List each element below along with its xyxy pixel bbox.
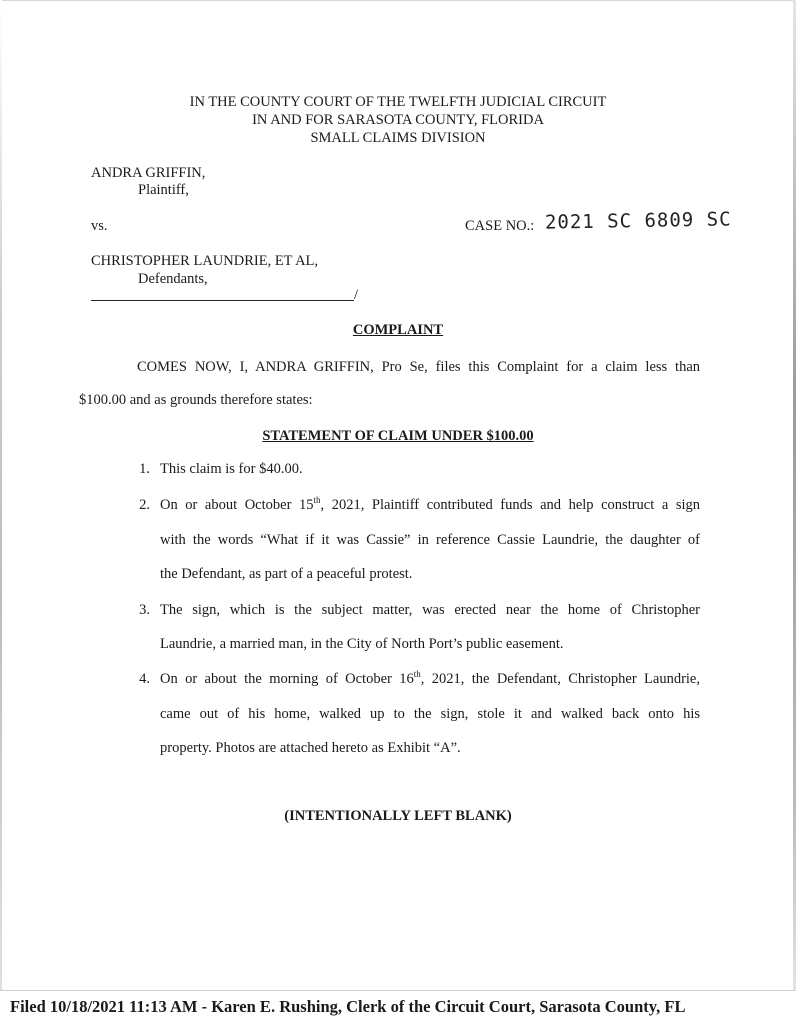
intentionally-left-blank: (INTENTIONALLY LEFT BLANK) xyxy=(284,808,512,824)
case-number-handwritten: 2021 SC 6809 SC xyxy=(544,208,732,234)
filing-stamp-bar xyxy=(0,990,796,1025)
claim-2-ordinal: th xyxy=(313,495,321,506)
plaintiff-role: Plaintiff, xyxy=(138,182,189,198)
scan-top-edge xyxy=(0,0,796,1)
claim-number: 1. xyxy=(139,461,150,477)
claim-4-line-1-a: On or about the morning of October 16 xyxy=(160,671,414,687)
claim-3-line-2: Laundrie, a married man, in the City of North Port’s public easement. xyxy=(160,636,564,652)
case-number-label: CASE NO.: xyxy=(465,218,535,234)
defendant-name: CHRISTOPHER LAUNDRIE, ET AL, xyxy=(91,253,319,269)
claim-2-line-3: the Defendant, as part of a peaceful protest. xyxy=(160,566,413,582)
court-header-line-3: SMALL CLAIMS DIVISION xyxy=(310,130,486,146)
scan-left-edge xyxy=(0,0,2,1000)
claim-1-text: This claim is for $40.00. xyxy=(160,461,303,477)
document-title: COMPLAINT xyxy=(352,322,444,338)
claim-4-line-3: property. Photos are attached hereto as Exhibit “A”. xyxy=(160,740,461,756)
court-header-line-2: IN AND FOR SARASOTA COUNTY, FLORIDA xyxy=(252,112,544,128)
section-heading: STATEMENT OF CLAIM UNDER $100.00 xyxy=(262,428,534,444)
claim-2-line-1 xyxy=(160,497,700,514)
claim-number: 4. xyxy=(139,671,150,687)
plaintiff-name: ANDRA GRIFFIN, xyxy=(91,165,206,181)
filing-stamp-text: Filed 10/18/2021 11:13 AM - Karen E. Rushing, Clerk of the Circuit Court, Sarasota County, FL xyxy=(10,997,686,1016)
claim-number: 3. xyxy=(139,602,150,618)
claim-2-line-1-a: On or about October 15 xyxy=(160,497,314,513)
claim-4-line-1-b: , 2021, the Defendant, Christopher Laundrie, xyxy=(420,671,700,687)
claim-3-line-1: The sign, which is the subject matter, was erected near the home of Christopher xyxy=(160,602,700,618)
caption-slash: / xyxy=(354,287,359,303)
caption-signature-line xyxy=(91,300,354,301)
court-header-line-1: IN THE COUNTY COURT OF THE TWELFTH JUDICIAL CIRCUIT xyxy=(189,94,607,110)
claim-2-line-1-b: , 2021, Plaintiff contributed funds and help construct a sign xyxy=(320,497,700,513)
intro-line-2: $100.00 and as grounds therefore states: xyxy=(79,392,313,408)
claim-4-line-1 xyxy=(160,671,700,688)
intro-line-1: COMES NOW, I, ANDRA GRIFFIN, Pro Se, files this Complaint for a claim less than xyxy=(137,359,700,375)
defendant-role: Defendants, xyxy=(138,271,208,287)
claim-2-line-2: with the words “What if it was Cassie” in reference Cassie Laundrie, the daughter of xyxy=(160,532,700,548)
claim-4-line-2: came out of his home, walked up to the sign, stole it and walked back onto his xyxy=(160,706,700,722)
versus-label: vs. xyxy=(91,218,108,234)
claim-4-ordinal: th xyxy=(413,669,421,680)
claim-number: 2. xyxy=(139,497,150,513)
